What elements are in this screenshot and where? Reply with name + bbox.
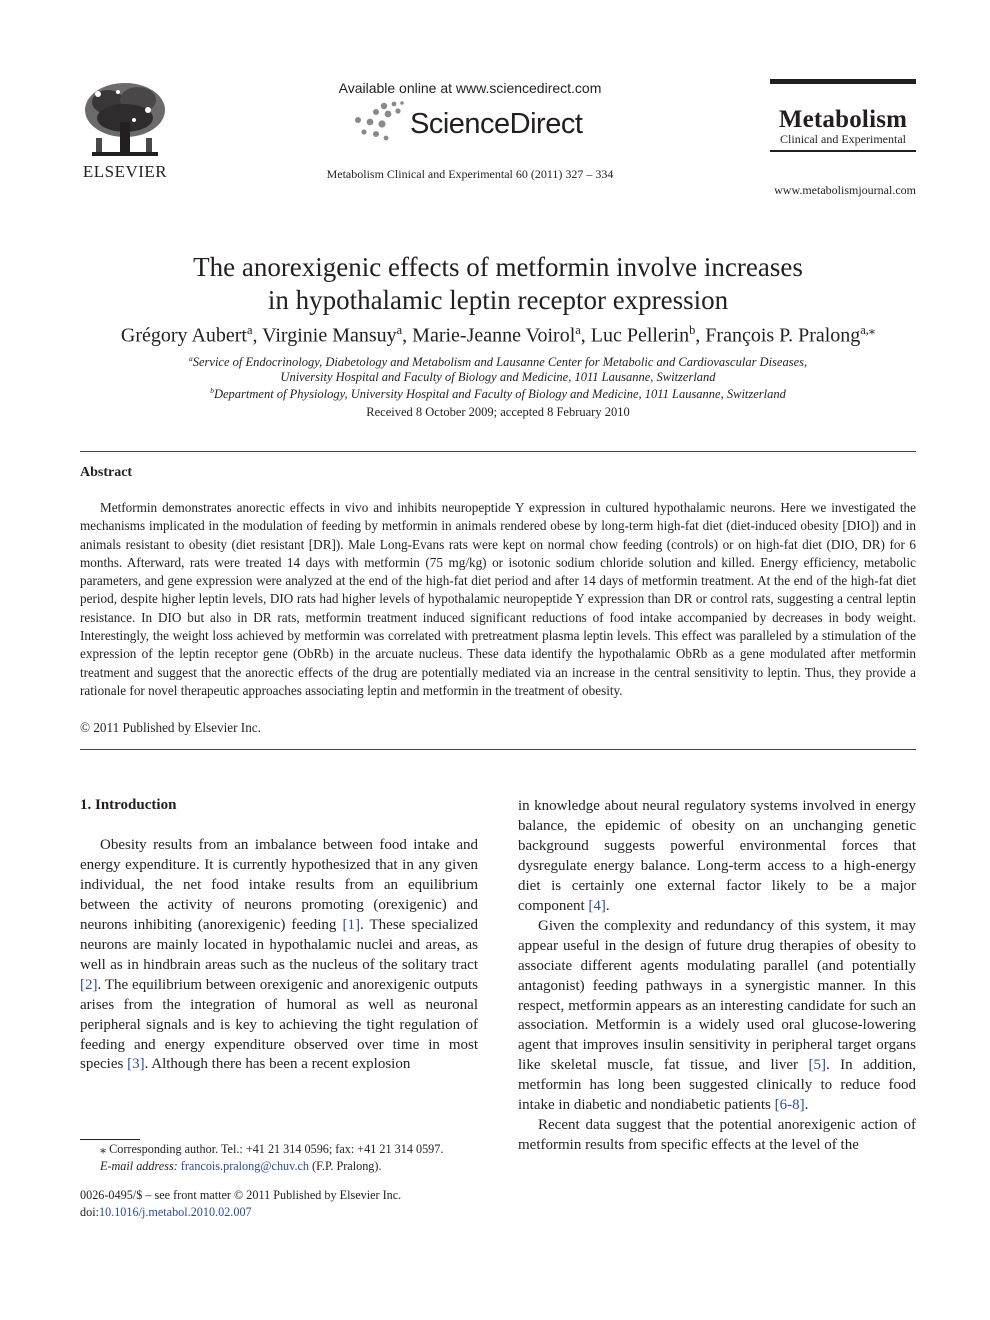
available-online-text: Available online at www.sciencedirect.com: [338, 80, 602, 96]
paragraph: [80, 836, 478, 1075]
text-run: .: [605, 897, 610, 914]
article-title: [90, 251, 906, 317]
abstract-top-rule: [80, 451, 916, 452]
email-label: E-mail address:: [100, 1159, 178, 1173]
text-run: . In addition, metformin has long been suggested clinically to reduce food intake in diabetic and nondiabetic patients: [518, 1057, 916, 1114]
doi-label: doi:: [80, 1205, 99, 1219]
author-list: Grégory Aubert$^a$, Virginie Mansuy$^a$, Marie-Jeanne Voirol$^a$, Luc Pellerin$^b$, François P. Pralong$^{a,⁎}$: [120, 323, 876, 347]
affiliation-a-line1: Service of Endocrinology, Diabetology and Metabolism and Lausanne Center for Metabolic and Cardiovascular Diseases,: [192, 355, 808, 370]
email-suffix: (F.P. Pralong).: [309, 1159, 382, 1173]
paragraph: Recent data suggest that the potential anorexigenic action of metformin results from specific effects at the level of the: [518, 1117, 916, 1154]
paragraph: [518, 917, 916, 1117]
citation-link[interactable]: [3]: [127, 1056, 145, 1073]
author-name: Virginie Mansuy: [262, 324, 397, 347]
text-run: .: [804, 1097, 809, 1114]
abstract-heading: Abstract: [80, 465, 133, 480]
email-link[interactable]: francois.pralong@chuv.ch: [180, 1159, 309, 1173]
author-affil-mark: a,⁎: [860, 323, 876, 337]
affil-mark: b: [210, 386, 214, 395]
journal-name: Metabolism: [778, 106, 908, 133]
affiliation-a: [100, 354, 896, 370]
author-name: Marie-Jeanne Voirol: [412, 324, 576, 347]
corresponding-author-note: ⁎ Corresponding author. Tel.: +41 21 314 0596; fax: +41 21 314 0597.: [100, 1142, 444, 1156]
text-run: Obesity results from an imbalance between food intake and energy expenditure. It is currently hypothesized that in any given individual, the net food intake results from an equilibrium between the activity of neurons promoting (orexigenic) and neurons inhibiting (anorexigenic) feeding: [80, 837, 478, 933]
right-column: [518, 797, 916, 1156]
citation-link[interactable]: [5]: [808, 1057, 826, 1074]
citation-link[interactable]: [2]: [80, 976, 98, 993]
journal-subtitle: Clinical and Experimental: [780, 132, 906, 146]
affil-mark: a: [188, 354, 193, 363]
journal-citation: Metabolism Clinical and Experimental 60 (2011) 327 – 334: [326, 167, 614, 181]
text-run: . The equilibrium between orexigenic and anorexigenic outputs arises from the integration of humoral as well as neuronal peripheral signals and is key to achieving the tight regulation of feeding and energy expenditure observed over time in most species: [80, 976, 478, 1073]
citation-link[interactable]: [6-8]: [774, 1097, 805, 1114]
author-affil-mark: b: [689, 323, 696, 337]
affiliation-b-line1: Department of Physiology, University Hospital and Faculty of Biology and Medicine, 1011 Lausanne, Switzerland: [213, 387, 786, 402]
received-dates: Received 8 October 2009; accepted 8 February 2010: [366, 405, 630, 419]
citation-link[interactable]: [1]: [342, 916, 360, 933]
journal-bottom-rule: [770, 150, 916, 152]
affiliation-a-line2: University Hospital and Faculty of Biology and Medicine, 1011 Lausanne, Switzerland: [280, 370, 716, 384]
affiliation-b: [100, 386, 896, 402]
issn-line: 0026-0495/$ – see front matter © 2011 Published by Elsevier Inc.: [80, 1188, 402, 1202]
text-run: Given the complexity and redundancy of this system, it may appear useful in the design of future drug therapies of obesity to associate different agents modulating parallel (and potentially antagonist) feeding pathways in a synergistic manner. In this respect, metformin appears as an interesting candidate for such an association. Metformin is a widely used oral glucose-lowering agent that improves insulin sensitivity in peripheral target organs like skeletal muscle, fat tissue, and liver: [518, 917, 916, 1074]
abstract-body: Metformin demonstrates anorectic effects in vivo and inhibits neuropeptide Y expression in cultured hypothalamic neurons. Here we investigated the mechanisms implicated in the modulation of feeding by metformin in animals rendered obese by long-term high-fat diet (diet-induced obesity [DIO]) and in animals resistant to obesity (diet resistant [DR]). Male Long-Evans rats were kept on normal chow feeding (controls) or on high-fat diet (DIO, DR) for 6 months. Afterward, rats were treated 14 days with metformin (75 mg/kg) or isotonic sodium chloride solution and killed. Energy efficiency, metabolic parameters, and gene expression were analyzed at the end of the high-fat diet period and after 14 days of metformin treatment. At the end of the high-fat diet period, despite higher leptin levels, DIO rats had higher levels of hypothalamic neuropeptide Y expression than DR or control rats, suggesting a central leptin resistance. In DIO but also in DR rats, metformin treatment induced significant reductions of food intake accompanied by decreases in body weight. Interestingly, the weight loss achieved by metformin was correlated with pretreatment plasma leptin levels. This effect was paralleled by a stimulation of the expression of the leptin receptor gene (ObRb) in the arcuate nucleus. These data identify the hypothalamic ObRb as a gene modulated after metformin treatment and suggest that the anorectic effects of the drug are potentially mediated via an increase in the central sensitivity to leptin. Thus, they provide a rationale for novel therapeutic approaches associating leptin and metformin in the treatment of obesity.: [80, 500, 916, 698]
footnote-rule: [80, 1139, 140, 1140]
author-name: François P. Pralong: [705, 324, 861, 347]
abstract-bottom-rule: [80, 749, 916, 750]
author-name: Luc Pellerin: [590, 324, 690, 347]
email-note: [80, 1158, 500, 1176]
doi-link[interactable]: 10.1016/j.metabol.2010.02.007: [98, 1205, 252, 1219]
publisher-name: ELSEVIER: [82, 162, 168, 181]
title-line-1: The anorexigenic effects of metformin involve increases: [193, 252, 803, 282]
section-heading-introduction: 1. Introduction: [80, 797, 177, 813]
author-affil-mark: a: [396, 323, 403, 337]
citation-link[interactable]: [4]: [588, 897, 606, 914]
left-column: [80, 836, 478, 1075]
text-run: in knowledge about neural regulatory systems involved in energy balance, the epidemic of obesity on an unchanging genetic background suggests powerful environmental forces that dysregulate energy balance. Long-term access to a high-energy diet is certainly one external factor likely to be a major component: [518, 798, 916, 914]
title-line-2: in hypothalamic leptin receptor expression: [267, 285, 729, 315]
paragraph: [518, 797, 916, 917]
author-affil-mark: a: [575, 323, 581, 337]
text-run: . These specialized neurons are mainly located in hypothalamic nuclei and areas, as well as in hindbrain areas such as the nucleus of the solitary tract: [80, 916, 478, 973]
author-affil-mark: a: [246, 323, 253, 337]
author-name: Grégory Aubert: [120, 324, 247, 347]
text-run: . Although there has been a recent explosion: [144, 1056, 411, 1073]
doi-line: [80, 1204, 480, 1222]
platform-name: ScienceDirect: [410, 108, 583, 140]
journal-top-rule: [770, 79, 916, 84]
journal-url-link[interactable]: www.metabolismjournal.com: [774, 183, 916, 197]
abstract-copyright: © 2011 Published by Elsevier Inc.: [80, 720, 261, 735]
